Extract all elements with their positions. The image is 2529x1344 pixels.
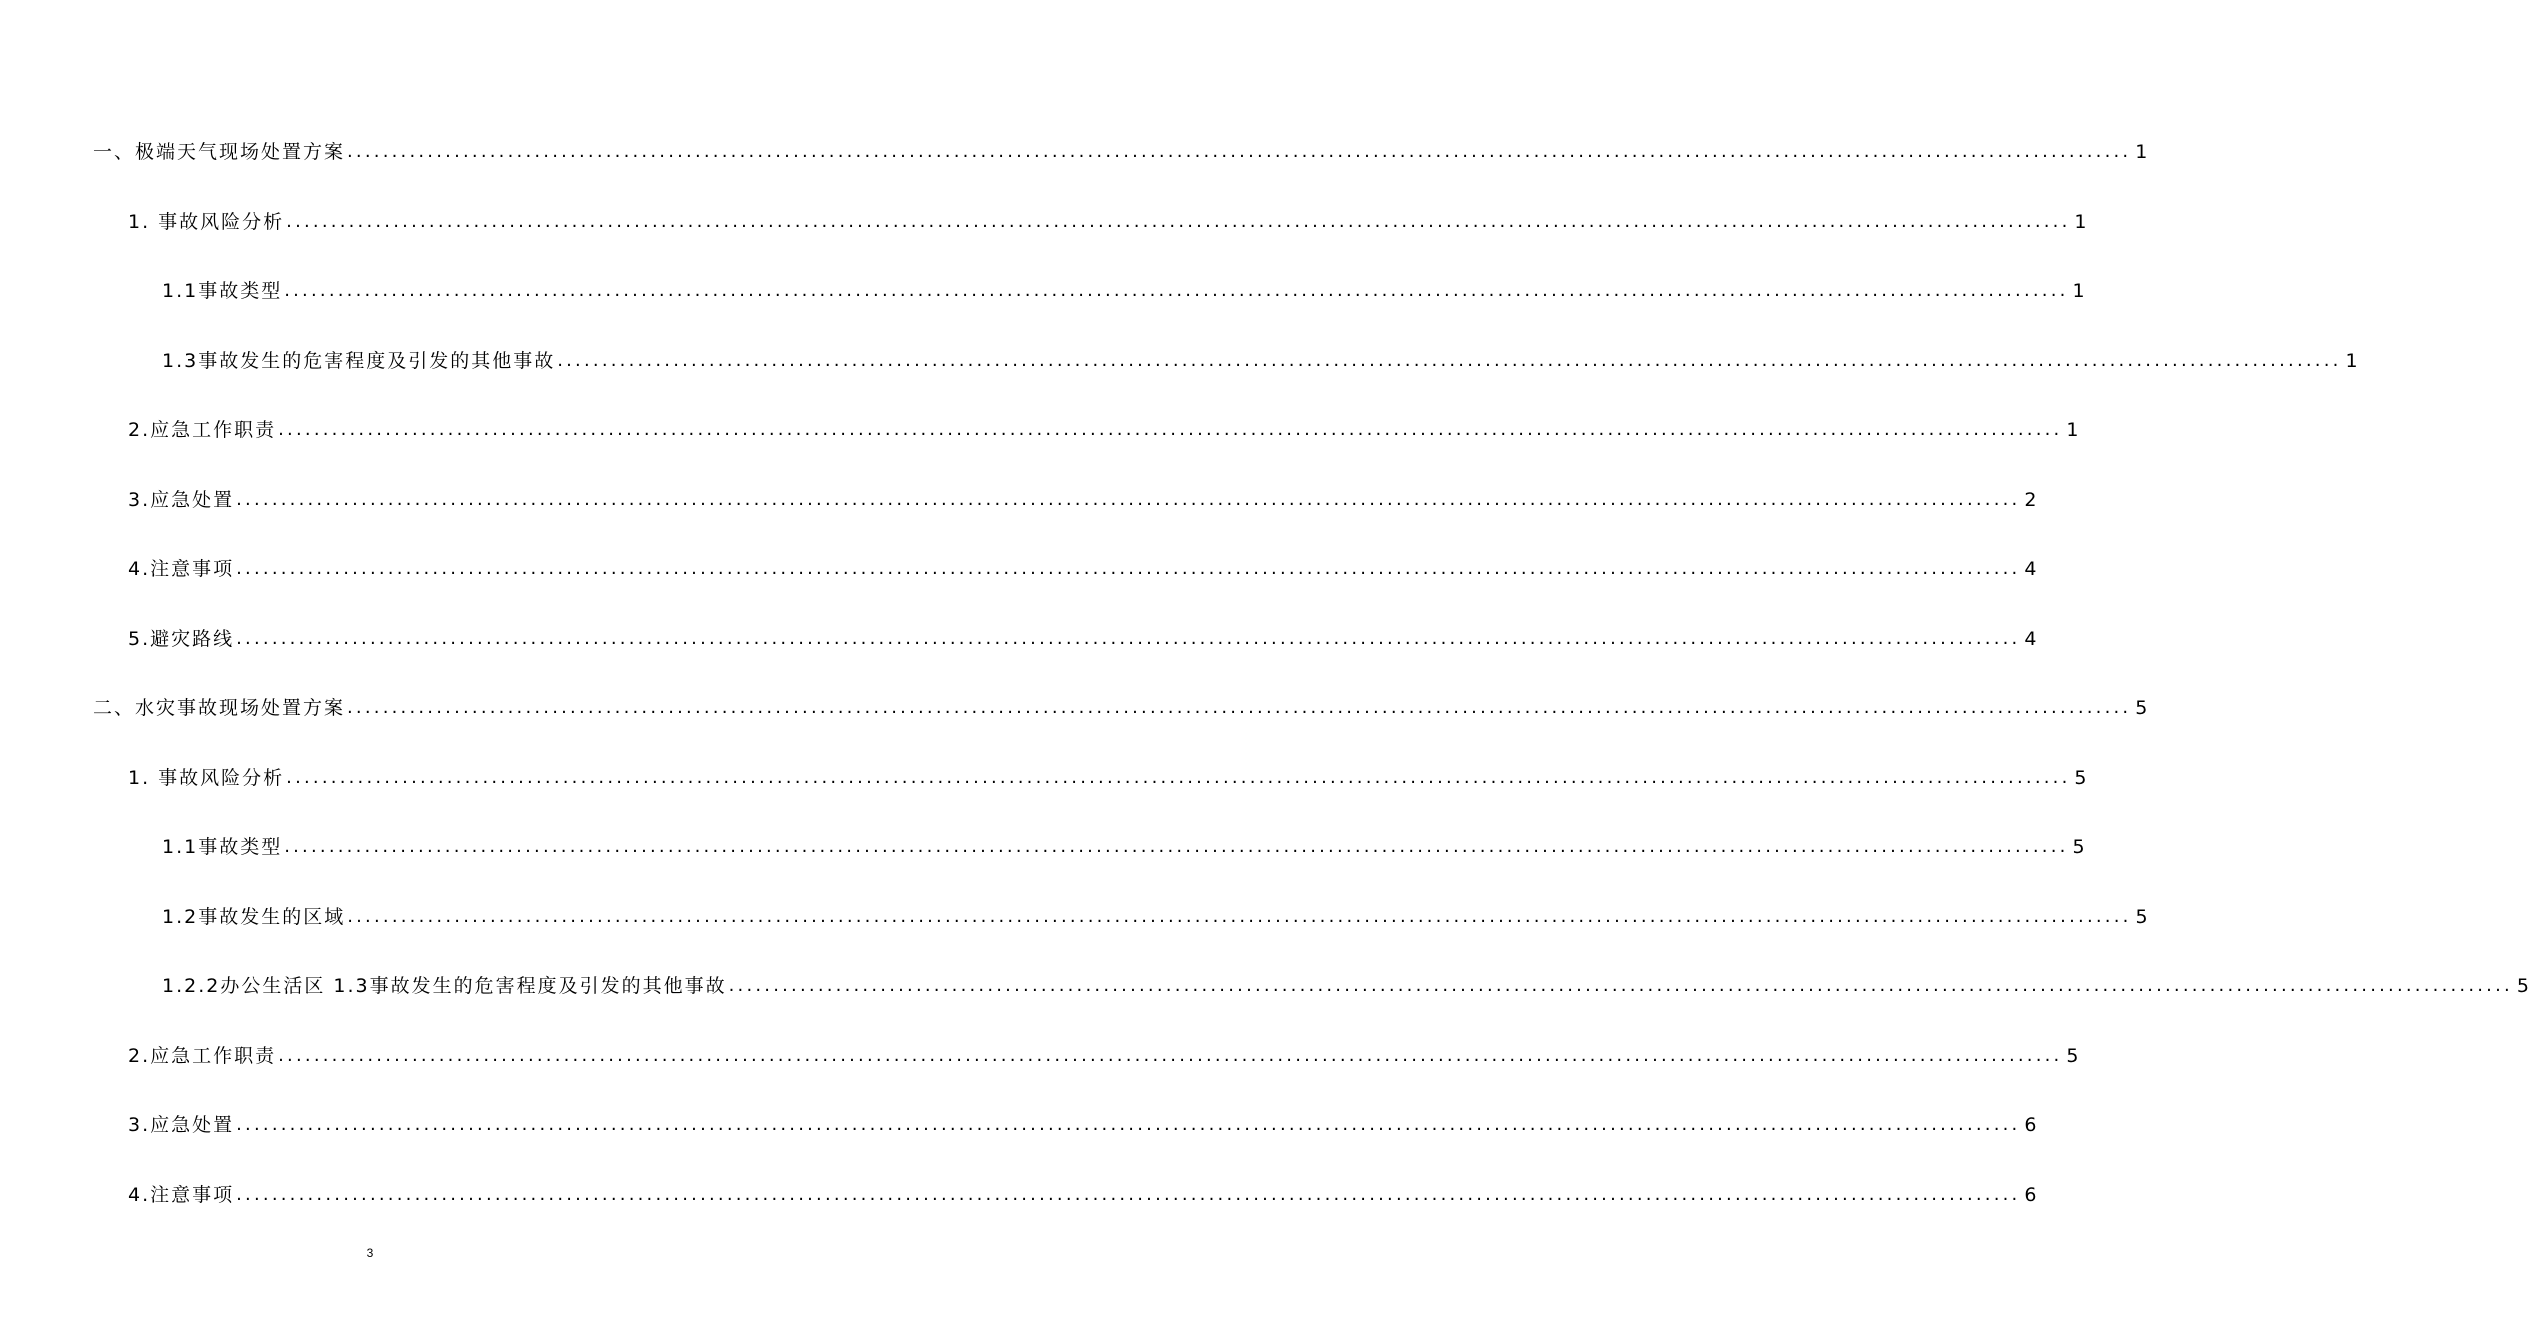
- toc-leader-dots: ........................................................................................................................................................................................................: [236, 488, 2021, 510]
- toc-entry[interactable]: [0, 758, 2087, 828]
- toc-entry-title: 2.应急工作职责: [128, 419, 277, 441]
- toc-leader-dots: ........................................................................................................................................................................................................: [286, 766, 2071, 788]
- toc-entry-page: 5: [2074, 766, 2087, 789]
- toc-entry[interactable]: [0, 1105, 2037, 1175]
- toc-entry-title: 1. 事故风险分析: [128, 210, 285, 233]
- toc-leader-dots: ........................................................................................................................................................................................................: [557, 349, 2342, 371]
- toc-entry[interactable]: [0, 549, 2037, 619]
- toc-entry[interactable]: [0, 480, 2037, 550]
- toc-entry-page: 1: [2066, 419, 2079, 441]
- toc-entry-title: 1.2.2办公生活区 1.3事故发生的危害程度及引发的其他事故: [162, 975, 727, 997]
- toc-entry[interactable]: [0, 688, 2148, 758]
- toc-leader-dots: ........................................................................................................................................................................................................: [347, 905, 2132, 927]
- toc-entry-page: 1: [2345, 349, 2358, 372]
- toc-entry-title: 1.2事故发生的区域: [162, 905, 346, 928]
- page-number: 3: [366, 1246, 374, 1260]
- toc-entry-page: 5: [2516, 975, 2529, 997]
- toc-entry-page: 6: [2024, 1183, 2037, 1206]
- toc-leader-dots: ........................................................................................................................................................................................................: [236, 1183, 2021, 1205]
- toc-entry-title: 一、极端天气现场处置方案: [93, 141, 346, 163]
- toc-entry[interactable]: [0, 1036, 2079, 1106]
- toc-entry-page: 4: [2024, 627, 2037, 650]
- toc-entry[interactable]: [0, 341, 2358, 411]
- toc-entry-title: 1.1事故类型: [162, 836, 283, 858]
- toc-entry-page: 5: [2135, 905, 2148, 928]
- toc-entry[interactable]: [0, 410, 2079, 480]
- toc-entry[interactable]: [0, 897, 2148, 967]
- toc-entry-title: 3.应急处置: [128, 1114, 235, 1136]
- toc-entry[interactable]: [0, 1175, 2037, 1245]
- toc-leader-dots: ........................................................................................................................................................................................................: [284, 836, 2069, 857]
- toc-entry[interactable]: [0, 966, 2529, 1036]
- toc-leader-dots: ........................................................................................................................................................................................................: [236, 558, 2021, 579]
- toc-leader-dots: ........................................................................................................................................................................................................: [728, 975, 2513, 996]
- toc-entry-page: 1: [2135, 141, 2148, 163]
- toc-entry-page: 2: [2024, 488, 2037, 511]
- toc-leader-dots: ........................................................................................................................................................................................................: [278, 1044, 2063, 1066]
- toc-entry-page: 6: [2024, 1114, 2037, 1136]
- toc-entry[interactable]: [0, 271, 2085, 341]
- toc-leader-dots: ........................................................................................................................................................................................................: [236, 627, 2021, 649]
- toc-entry-title: 二、水灾事故现场处置方案: [93, 697, 346, 719]
- toc-entry[interactable]: [0, 132, 2148, 202]
- toc-leader-dots: ........................................................................................................................................................................................................: [284, 280, 2069, 301]
- toc-entry-title: 4.注意事项: [128, 558, 235, 580]
- toc-entry[interactable]: [0, 827, 2085, 897]
- toc-entry-title: 3.应急处置: [128, 488, 235, 511]
- toc-entry-title: 2.应急工作职责: [128, 1044, 277, 1067]
- toc-entry-page: 5: [2066, 1044, 2079, 1067]
- toc-leader-dots: ........................................................................................................................................................................................................: [347, 141, 2132, 162]
- toc-entry-page: 5: [2135, 697, 2148, 719]
- toc-entry-title: 4.注意事项: [128, 1183, 235, 1206]
- toc-entry[interactable]: [0, 202, 2087, 272]
- toc-leader-dots: ........................................................................................................................................................................................................: [278, 419, 2063, 440]
- toc-entry-title: 1. 事故风险分析: [128, 766, 285, 789]
- toc-entry-page: 1: [2072, 280, 2085, 302]
- toc-entry-title: 5.避灾路线: [128, 627, 235, 650]
- toc-entry-page: 4: [2024, 558, 2037, 580]
- toc-entry-page: 5: [2072, 836, 2085, 858]
- toc-entry-page: 1: [2074, 210, 2087, 233]
- toc-entry-title: 1.1事故类型: [162, 280, 283, 302]
- toc-leader-dots: ........................................................................................................................................................................................................: [347, 697, 2132, 718]
- toc-entry[interactable]: [0, 619, 2037, 689]
- toc-entry-title: 1.3事故发生的危害程度及引发的其他事故: [162, 349, 556, 372]
- toc-leader-dots: ........................................................................................................................................................................................................: [236, 1114, 2021, 1135]
- toc-leader-dots: ........................................................................................................................................................................................................: [286, 210, 2071, 232]
- table-of-contents: [0, 132, 2529, 1244]
